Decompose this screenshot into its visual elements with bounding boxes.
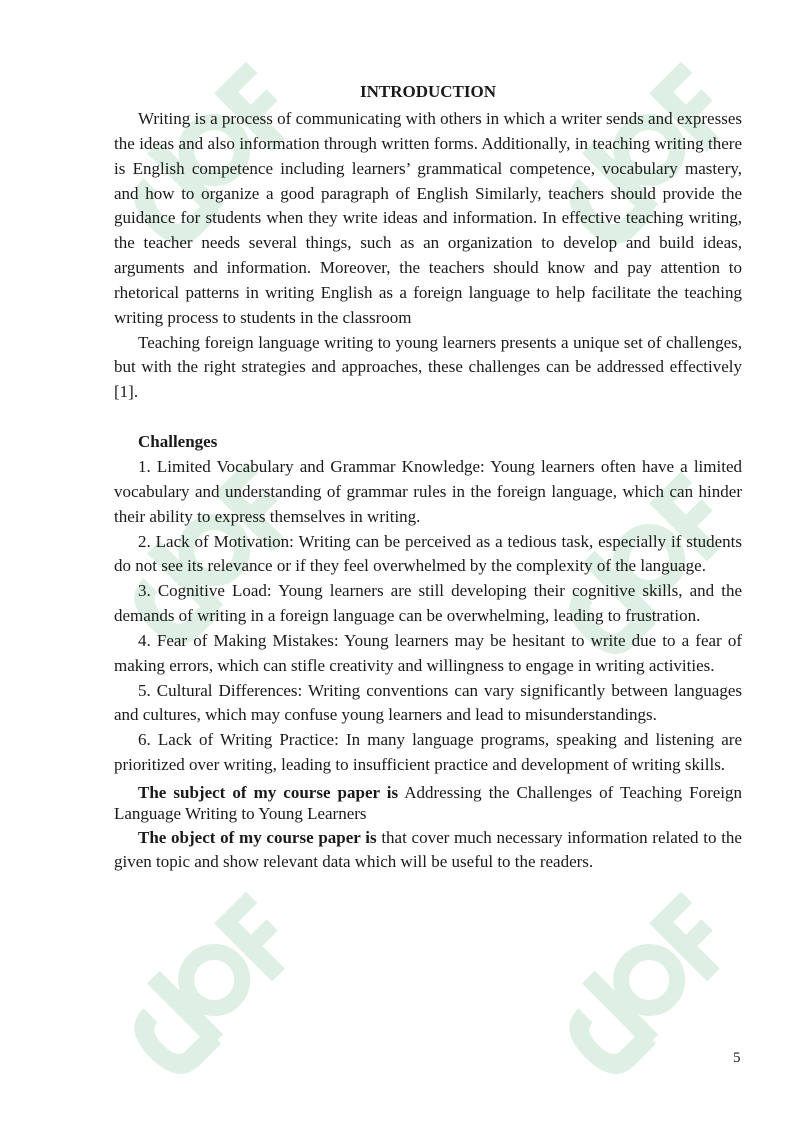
watermark-logo	[505, 850, 765, 1110]
document-page	[114, 80, 742, 874]
challenges-heading: Challenges	[138, 432, 218, 452]
challenge-item: 1. Limited Vocabulary and Grammar Knowledge: Young learners often have a limited vocabulary and understanding of grammar rules in the foreign language, which can hinder their ability to express themselves in writing.	[114, 456, 742, 526]
challenge-item: 3. Cognitive Load: Young learners are still developing their cognitive skills, and the demands of writing in a foreign language can be overwhelming, leading to frustration.	[114, 581, 742, 626]
page-title: INTRODUCTION	[359, 82, 497, 101]
watermark-logo	[70, 850, 330, 1110]
object-paragraph	[114, 826, 742, 874]
spacer	[114, 405, 742, 430]
page-number: 5	[733, 1050, 741, 1066]
intro-paragraph: Writing is a process of communicating with others in which a writer sends and expresses the ideas and also information through written forms. Additionally, in teaching writing there is English competence including learners’ grammatical competence, vocabulary mastery, and how to organize a good paragraph of English Similarly, teachers should provide the guidance for students when they write ideas and information. In effective teaching writing, the teacher needs several things, such as an organization to develop and build ideas, arguments and information. Moreover, the teachers should know and pay attention to rhetorical patterns in writing English as a foreign language to help facilitate the teaching writing process to students in the classroom	[114, 109, 742, 327]
challenge-item: 6. Lack of Writing Practice: In many language programs, speaking and listening are prioritized over writing, leading to insufficient practice and development of writing skills.	[114, 730, 742, 775]
object-text: that cover much necessary information related to the given topic and show relevant data which will be useful to the readers.	[114, 827, 742, 871]
challenge-item: 2. Lack of Motivation: Writing can be perceived as a tedious task, especially if students do not see its relevance or if they feel overwhelmed by the complexity of the language.	[114, 531, 742, 576]
subject-paragraph	[114, 782, 742, 824]
subject-text: Addressing the Challenges of Teaching Foreign Language Writing to Young Learners	[114, 782, 742, 823]
subject-label: The subject of my course paper is	[138, 782, 399, 802]
object-label: The object of my course paper is	[138, 827, 377, 847]
challenge-item: 4. Fear of Making Mistakes: Young learners may be hesitant to write due to a fear of making errors, which can stifle creativity and willingness to engage in writing activities.	[114, 630, 742, 675]
challenge-item: 5. Cultural Differences: Writing conventions can vary significantly between languages and cultures, which may confuse young learners and lead to misunderstandings.	[114, 680, 742, 725]
intro-paragraph: Teaching foreign language writing to young learners presents a unique set of challenges, but with the right strategies and approaches, these challenges can be addressed effectively [1].	[114, 332, 742, 402]
